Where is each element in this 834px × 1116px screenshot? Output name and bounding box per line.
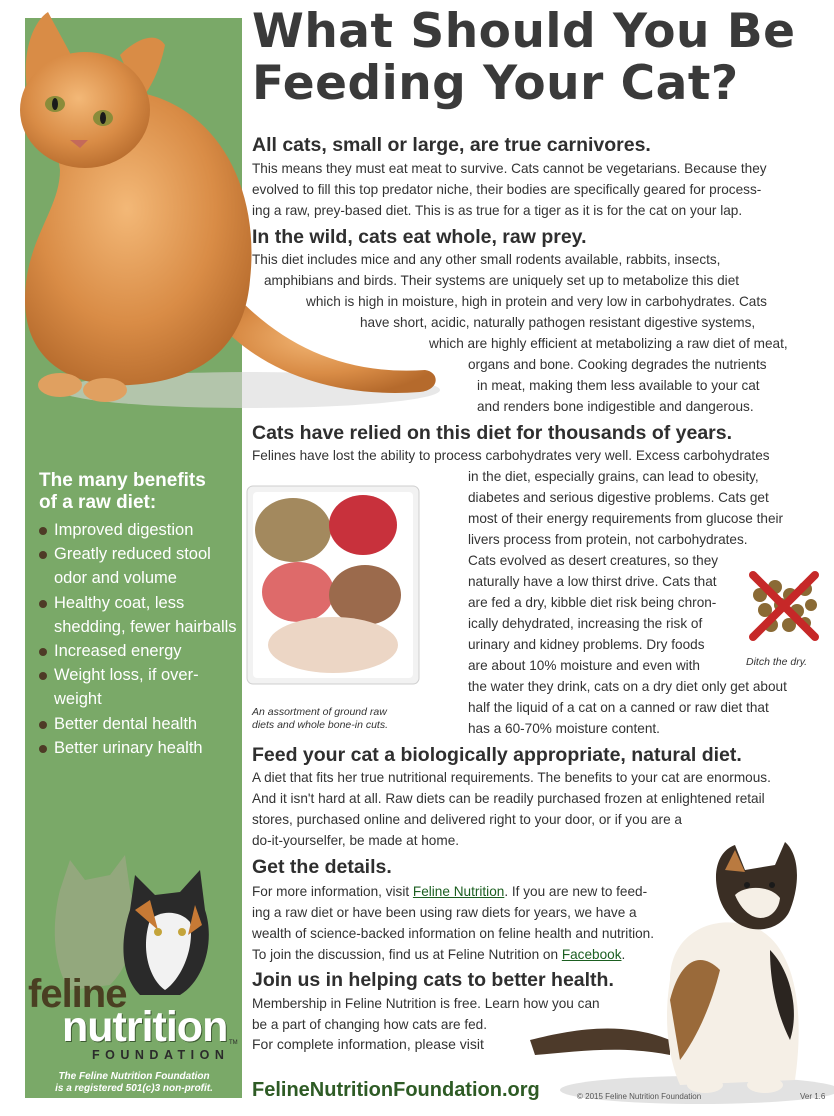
version-text: Ver 1.6 <box>800 1092 826 1101</box>
logo-word-foundation: FOUNDATION <box>92 1048 230 1062</box>
benefit-item: Improved digestion <box>39 518 239 542</box>
title-line-2: Feeding Your Cat? <box>252 56 739 111</box>
benefit-item: Increased energy <box>39 639 239 663</box>
heading-true-carnivores: All cats, small or large, are true carnivores. <box>252 134 651 156</box>
footer-website-link[interactable]: FelineNutritionFoundation.org <box>252 1079 540 1101</box>
benefits-list <box>39 518 239 760</box>
heading-join-us: Join us in helping cats to better health. <box>252 969 614 991</box>
heading-wild-prey: In the wild, cats eat whole, raw prey. <box>252 226 587 248</box>
facebook-link[interactable]: Facebook <box>561 947 622 962</box>
benefit-item: Weight loss, if over-weight <box>39 663 239 711</box>
copyright-text: © 2015 Feline Nutrition Foundation <box>577 1092 702 1101</box>
plate-caption: An assortment of ground raw diets and whole bone-in cuts. <box>252 706 389 731</box>
benefit-item: Better dental health <box>39 712 239 736</box>
feline-nutrition-link[interactable]: Feline Nutrition <box>412 884 505 899</box>
dry-caption: Ditch the dry. <box>746 656 808 668</box>
logo-word-feline: feline <box>28 972 127 1016</box>
heading-natural-diet: Feed your cat a biologically appropriate, natural diet. <box>252 744 742 766</box>
benefit-item: Better urinary health <box>39 736 239 760</box>
paragraph-true-carnivores: This means they must eat meat to survive. Cats cannot be vegetarians. Because they evolved to fill this top predator niche, their bodies are specifically geared for process- ing a raw, prey-based diet. This is as true for a tiger as it is for the cat on your lap. <box>252 161 767 218</box>
dry-kibble-crossed-icon <box>745 565 823 650</box>
logo-word-nutrition: nutrition <box>62 1003 228 1051</box>
logo-trademark: TM <box>229 1040 238 1046</box>
paragraph-wild-prey: This diet includes mice and any other small rodents available, rabbits, insects, amphibians and birds. Their systems are uniquely set up to metabolize this diet which is high in moisture, high in protein and very low in carbohydrates. Cats have short, acidic, naturally pathogen resistant digestive systems, which are highly efficient at metabolizing a raw diet of meat, organs and bone. Cooking degrades the nutrients in meat, making them less available to your cat and renders bone indigestible and dangerous. <box>252 252 788 414</box>
paragraph-join-us: Membership in Feline Nutrition is free. Learn how you can be a part of changing how cats are fed. <box>252 996 600 1032</box>
page-title <box>252 6 827 110</box>
paragraph-thousands-years-intro: Felines have lost the ability to process carbohydrates very well. Excess carbohydrates <box>252 448 770 463</box>
benefit-item: Greatly reduced stool odor and volume <box>39 542 239 590</box>
benefit-item: Healthy coat, less shedding, fewer hairballs <box>39 591 239 639</box>
title-line-1: What Should You Be <box>252 4 796 59</box>
paragraph-thousands-years: in the diet, especially grains, can lead to obesity, diabetes and serious digestive problems. Cats get most of their energy requirements from glucose their livers process from protein, not carbohydrates. Cats evolved as desert creatures, so they naturally have a low thirst drive. Cats that are fed a dry, kibble diet risk being chron- ically dehydrated, increasing the risk of urinary and kidney problems. Dry foods are about 10% moisture and even with the water they drink, cats on a dry diet only get about half the liquid of a cat on a canned or raw diet that has a 60-70% moisture content. <box>468 469 787 736</box>
paragraph-get-details: For more information, visit Feline Nutrition. If you are new to feed- ing a raw diet or have been using raw diets for years, we have a wealth of science-backed information on feline health and nutrition. To join the discussion, find us at Feline Nutrition on Facebook. <box>252 884 655 962</box>
benefits-title: The many benefits of a raw diet: <box>39 470 206 513</box>
heading-get-details: Get the details. <box>252 856 392 878</box>
paragraph-natural-diet: A diet that fits her true nutritional requirements. The benefits to your cat are enormous. And it isn't hard at all. Raw diets can be readily purchased frozen at enlightened retail stores, purchased online and delivered right to your door, or if you are a do-it-yourselfer, be made at home. <box>252 770 771 848</box>
nonprofit-note: The Feline Nutrition Foundation is a registered 501(c)3 non-profit. <box>55 1071 213 1094</box>
raw-food-plate-photo <box>243 480 423 690</box>
heading-thousands-years: Cats have relied on this diet for thousands of years. <box>252 422 733 444</box>
footer-info-text: For complete information, please visit <box>252 1036 484 1052</box>
